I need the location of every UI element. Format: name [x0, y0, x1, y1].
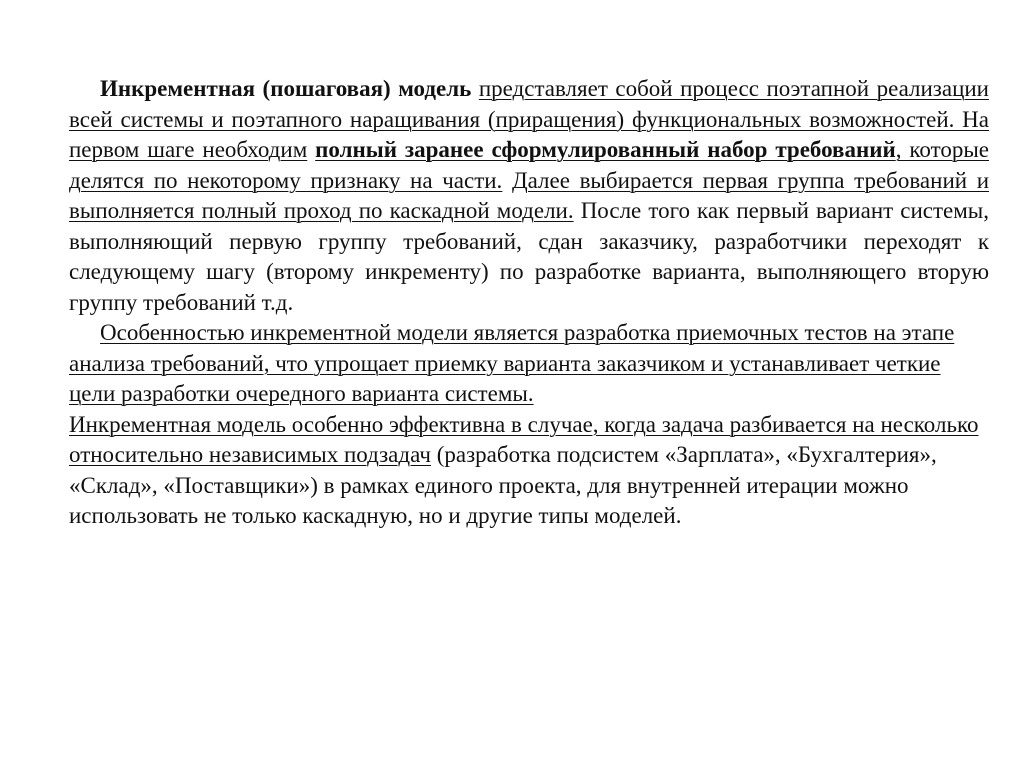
- text-span: [307, 137, 315, 162]
- term-incremental-model: Инкрементная (пошаговая) модель: [100, 76, 472, 101]
- slide-text: [69, 74, 989, 532]
- bold-underlined-text: полный заранее сформулированный набор требований: [315, 137, 896, 162]
- underlined-text: , которые делятся по некоторому признаку на части.: [69, 137, 989, 193]
- paragraph-acceptance-tests: [69, 318, 989, 410]
- text-span: [471, 76, 479, 101]
- text-span: (разработка подсистем «Зарплата», «Бухгалтерия», «Склад», «Поставщики») в рамках единого проекта, для внутренней итерации можно использовать не только каскадную, но и другие типы моделей.: [69, 442, 937, 528]
- underlined-text: представляет собой процесс поэтапной реализации всей системы и поэтапного наращивания (приращения) функциональных возможностей. На первом шаге необходим: [69, 76, 989, 162]
- underlined-text: Далее выбирается первая группа требований и выполняется полный проход по каскадной модели.: [69, 167, 990, 223]
- underlined-text: Особенностью инкрементной модели является разработка приемочных тестов на этапе анализа требований, что упрощает приемку варианта заказчиком и устанавливает четкие цели разработки очередного варианта системы.: [69, 320, 955, 406]
- text-span: После того как первый вариант системы, выполняющий первую группу требований, сдан заказчику, разработчики переходят к следующему шагу (второму инкременту) по разработке варианта, выполняющего вторую группу требований т.д.: [69, 198, 989, 315]
- paragraph-incremental-model-definition: [69, 74, 989, 318]
- text-span: [502, 168, 512, 193]
- paragraph-effectiveness: [69, 410, 989, 532]
- underlined-text: Инкрементная модель особенно эффективна в случае, когда задача разбивается на несколько относительно независимых подзадач: [69, 411, 979, 467]
